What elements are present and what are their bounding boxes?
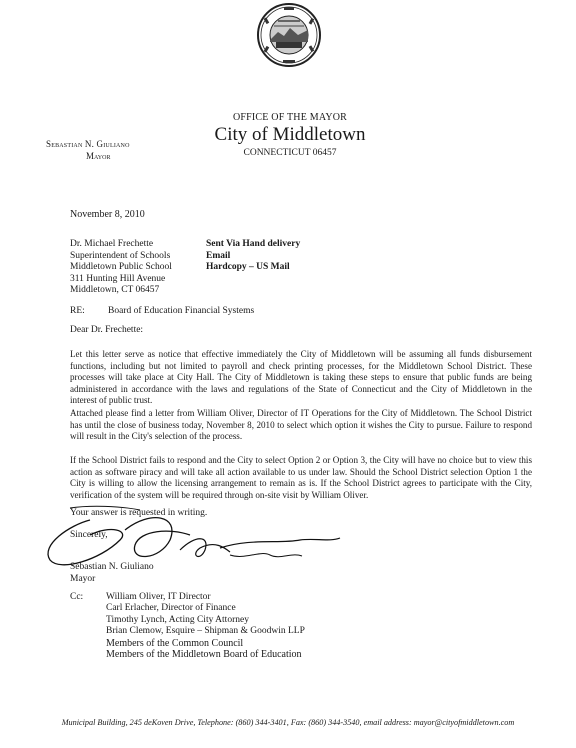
cc-recipient: Brian Clemow, Esquire – Shipman & Goodwin LLP: [106, 626, 305, 637]
state-zip-heading: CONNECTICUT 06457: [243, 148, 337, 158]
cc-recipient: Carl Erlacher, Director of Finance: [106, 603, 236, 614]
signer-name: Sebastian N. Giuliano: [70, 562, 154, 572]
closing-sincerely: Sincerely,: [70, 530, 108, 540]
recipient-line: Superintendent of Schools: [70, 250, 171, 261]
city-seal-icon: [256, 2, 322, 68]
recipient-address: [70, 239, 172, 297]
recipient-line: 311 Hunting Hill Avenue: [70, 273, 166, 284]
cc-label: Cc:: [70, 592, 84, 602]
delivery-line: Sent Via Hand delivery: [206, 239, 301, 249]
re-label: RE:: [70, 306, 85, 316]
signer-title: Mayor: [70, 574, 96, 584]
delivery-method: [206, 239, 300, 274]
cc-recipient: Members of the Middletown Board of Education: [106, 649, 302, 661]
body-paragraph-3: If the School District fails to respond and the City to select Option 2 or Option 3, the City will have no choice but to view this action as software piracy and will take all action available to us under law. Should the School District selection Option 1 the City is willing to allow the licensing arrangement to remain as is. If the School District agrees to participate with the City, verification of the system will be required through on-site visit by William Oliver.: [70, 455, 532, 500]
delivery-line: Hardcopy – US Mail: [206, 262, 290, 273]
letter-date: November 8, 2010: [70, 209, 145, 220]
salutation: Dear Dr. Frechette:: [70, 325, 144, 335]
cc-list: [106, 592, 305, 660]
cc-recipient: Members of the Common Council: [106, 637, 244, 649]
response-request: Your answer is requested in writing.: [70, 508, 208, 518]
cc-recipient: Timothy Lynch, Acting City Attorney: [106, 614, 249, 625]
city-name-heading: City of Middletown: [214, 124, 366, 145]
delivery-line: Email: [206, 250, 231, 261]
body-paragraph-1: Let this letter serve as notice that effective immediately the City of Middletown will be assuming all funds disbursement functions, including but not limited to payroll and check printing processes, for the Middletown School District. These processes will take place at City Hall. The City of Middletown is taking these steps to ensure that public funds are being administered in accordance with the laws and regulations of the State of Connecticut and the City of Middletown in the interest of public trust.: [70, 349, 532, 405]
footer-contact: Municipal Building, 245 deKoven Drive, Telephone: (860) 344-3401, Fax: (860) 344-3540, email address: mayor@cityofmiddletown.com: [61, 718, 515, 727]
letterhead-mayor-title: Mayor: [86, 151, 111, 161]
cc-recipient: William Oliver, IT Director: [106, 592, 211, 602]
recipient-line: Middletown, CT 06457: [70, 285, 160, 296]
recipient-line: Middletown Public School: [70, 262, 172, 273]
office-heading: OFFICE OF THE MAYOR: [232, 112, 348, 123]
body-paragraph-2: Attached please find a letter from William Oliver, Director of IT Operations for the City of Middletown. The School District has until the close of business today, November 8, 2010 to select which option it wishes the City to pursue. Failure to respond will result in the City's selection of the process.: [70, 408, 532, 441]
letterhead-mayor-name: Sebastian N. Giuliano: [46, 139, 130, 149]
recipient-line: Dr. Michael Frechette: [70, 239, 154, 249]
re-subject: Board of Education Financial Systems: [108, 306, 255, 316]
